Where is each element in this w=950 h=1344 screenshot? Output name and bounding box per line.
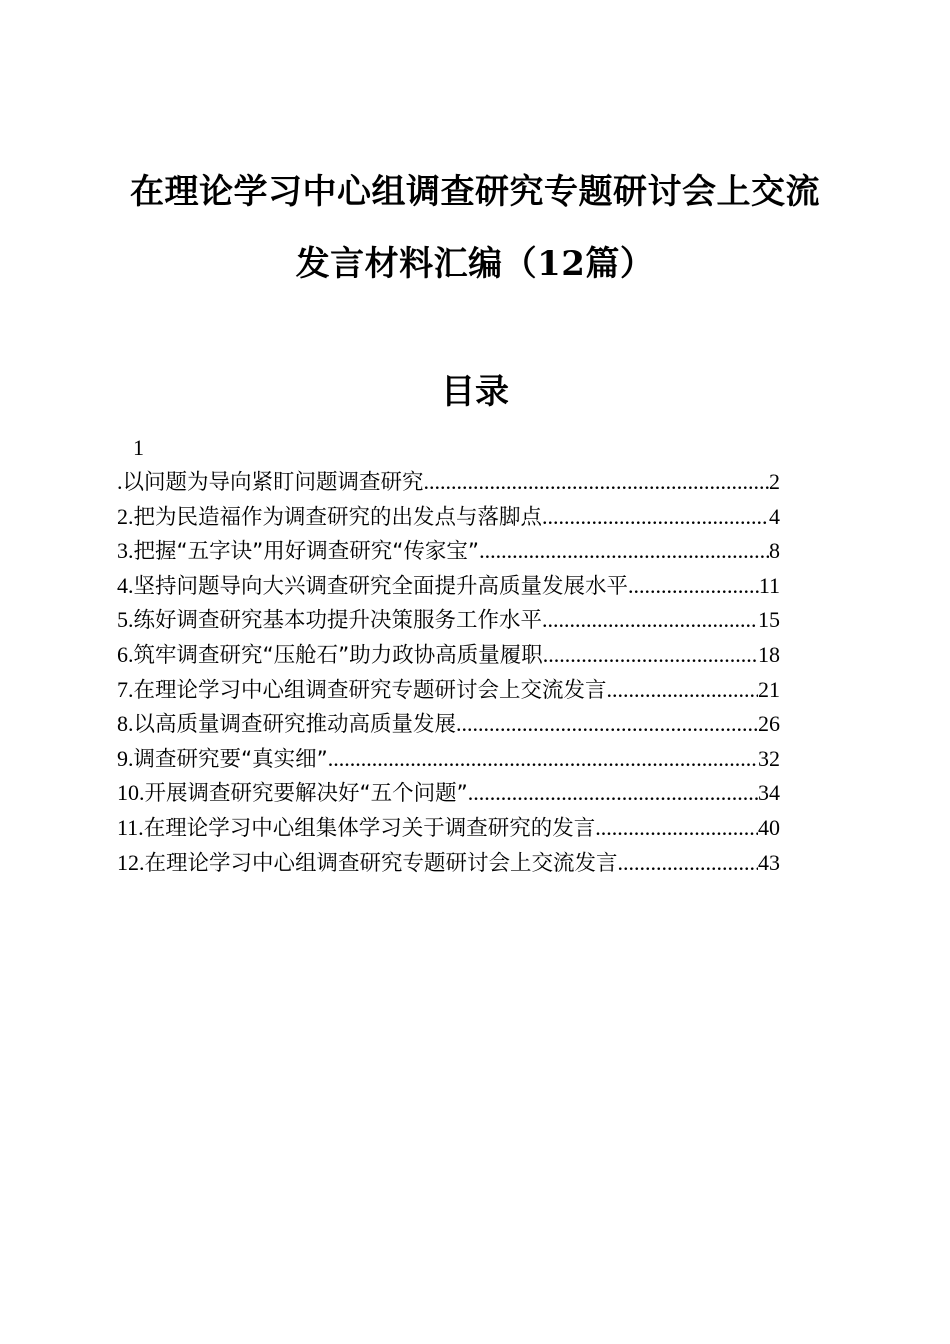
toc-entry-1[interactable]: [117, 465, 780, 500]
document-title-line-1: 在理论学习中心组调查研究专题研讨会上交流: [130, 172, 820, 212]
toc-entry-page: 40: [758, 814, 780, 840]
toc-entry-title: 以高质量调查研究推动高质量发展: [133, 712, 457, 738]
toc-dot-leader: [479, 534, 769, 569]
toc-entry-title: 把为民造福作为调查研究的出发点与落脚点: [133, 504, 543, 530]
toc-entry-title: 筑牢调查研究“压舱石”助力政协高质量履职: [133, 642, 543, 668]
toc-entry-page: 8: [769, 538, 780, 564]
toc-entry-page: 15: [758, 607, 780, 633]
toc-entry-number: 3.: [117, 538, 134, 564]
toc-dot-leader: [542, 500, 769, 535]
toc-entry-6[interactable]: [117, 638, 780, 673]
toc-entry-page: 26: [758, 711, 780, 737]
toc-heading: 目录: [441, 372, 509, 412]
document-title-line-2: 发言材料汇编（12篇）: [295, 244, 655, 284]
toc-dot-leader: [543, 638, 758, 673]
toc-dot-leader: [618, 846, 758, 881]
toc-entry-number: 8.: [117, 711, 134, 737]
toc-dot-leader: [468, 776, 758, 811]
toc-dot-leader: [456, 707, 758, 742]
toc-entry-number: 4.: [117, 572, 134, 598]
toc-entry-page: 21: [758, 676, 780, 702]
toc-entry-11[interactable]: [117, 811, 780, 846]
toc-entry-9[interactable]: [117, 742, 780, 777]
toc-dot-leader: [328, 742, 758, 777]
toc-dot-leader: [595, 811, 758, 846]
toc-entry-title: 在理论学习中心组调查研究专题研讨会上交流发言: [144, 850, 618, 876]
toc-entry-number: 5.: [117, 607, 134, 633]
toc-dot-leader: [424, 465, 769, 500]
toc-dot-leader: [628, 569, 759, 604]
toc-entry-page: 18: [758, 641, 780, 667]
table-of-contents: [117, 465, 780, 880]
toc-entry-12[interactable]: [117, 846, 780, 881]
toc-entry-page: 2: [769, 469, 780, 494]
toc-entry-number: 12.: [117, 849, 145, 875]
toc-entry-7[interactable]: [117, 673, 780, 708]
toc-entry-page: 43: [758, 849, 780, 875]
toc-entry-5[interactable]: [117, 603, 780, 638]
toc-entry-number: 11.: [117, 814, 144, 840]
toc-entry-title: 练好调查研究基本功提升决策服务工作水平: [133, 608, 543, 634]
toc-entry-title: 开展调查研究要解决好“五个问题”: [144, 781, 468, 807]
toc-entry-title: 坚持问题导向大兴调查研究全面提升高质量发展水平: [133, 573, 629, 599]
toc-entry-4[interactable]: [117, 569, 780, 604]
toc-entry-page: 4: [769, 503, 780, 529]
toc-entry-10[interactable]: [117, 776, 780, 811]
toc-dot-leader: [542, 603, 758, 638]
toc-entry-number: 6.: [117, 641, 134, 667]
toc-entry-number: 2.: [117, 503, 134, 529]
toc-entry-number: .: [117, 469, 123, 494]
toc-entry-title: 调查研究要“真实细”: [133, 746, 328, 772]
toc-entry-page: 11: [758, 572, 780, 598]
toc-entry-number: 9.: [117, 745, 134, 771]
toc-orphan-number: 1: [133, 435, 144, 460]
toc-entry-8[interactable]: [117, 707, 780, 742]
toc-entry-title: 把握“五字诀”用好调查研究“传家宝”: [133, 539, 480, 565]
toc-entry-title: 在理论学习中心组调查研究专题研讨会上交流发言: [133, 677, 607, 703]
toc-entry-number: 7.: [117, 676, 134, 702]
toc-entry-number: 10.: [117, 780, 145, 806]
toc-entry-page: 34: [758, 780, 780, 806]
toc-entry-title: 在理论学习中心组集体学习关于调查研究的发言: [143, 815, 596, 841]
toc-entry-page: 32: [758, 745, 780, 771]
toc-entry-title: 以问题为导向紧盯问题调查研究: [122, 470, 424, 495]
toc-dot-leader: [607, 673, 758, 708]
toc-entry-2[interactable]: [117, 500, 780, 535]
toc-entry-3[interactable]: [117, 534, 780, 569]
